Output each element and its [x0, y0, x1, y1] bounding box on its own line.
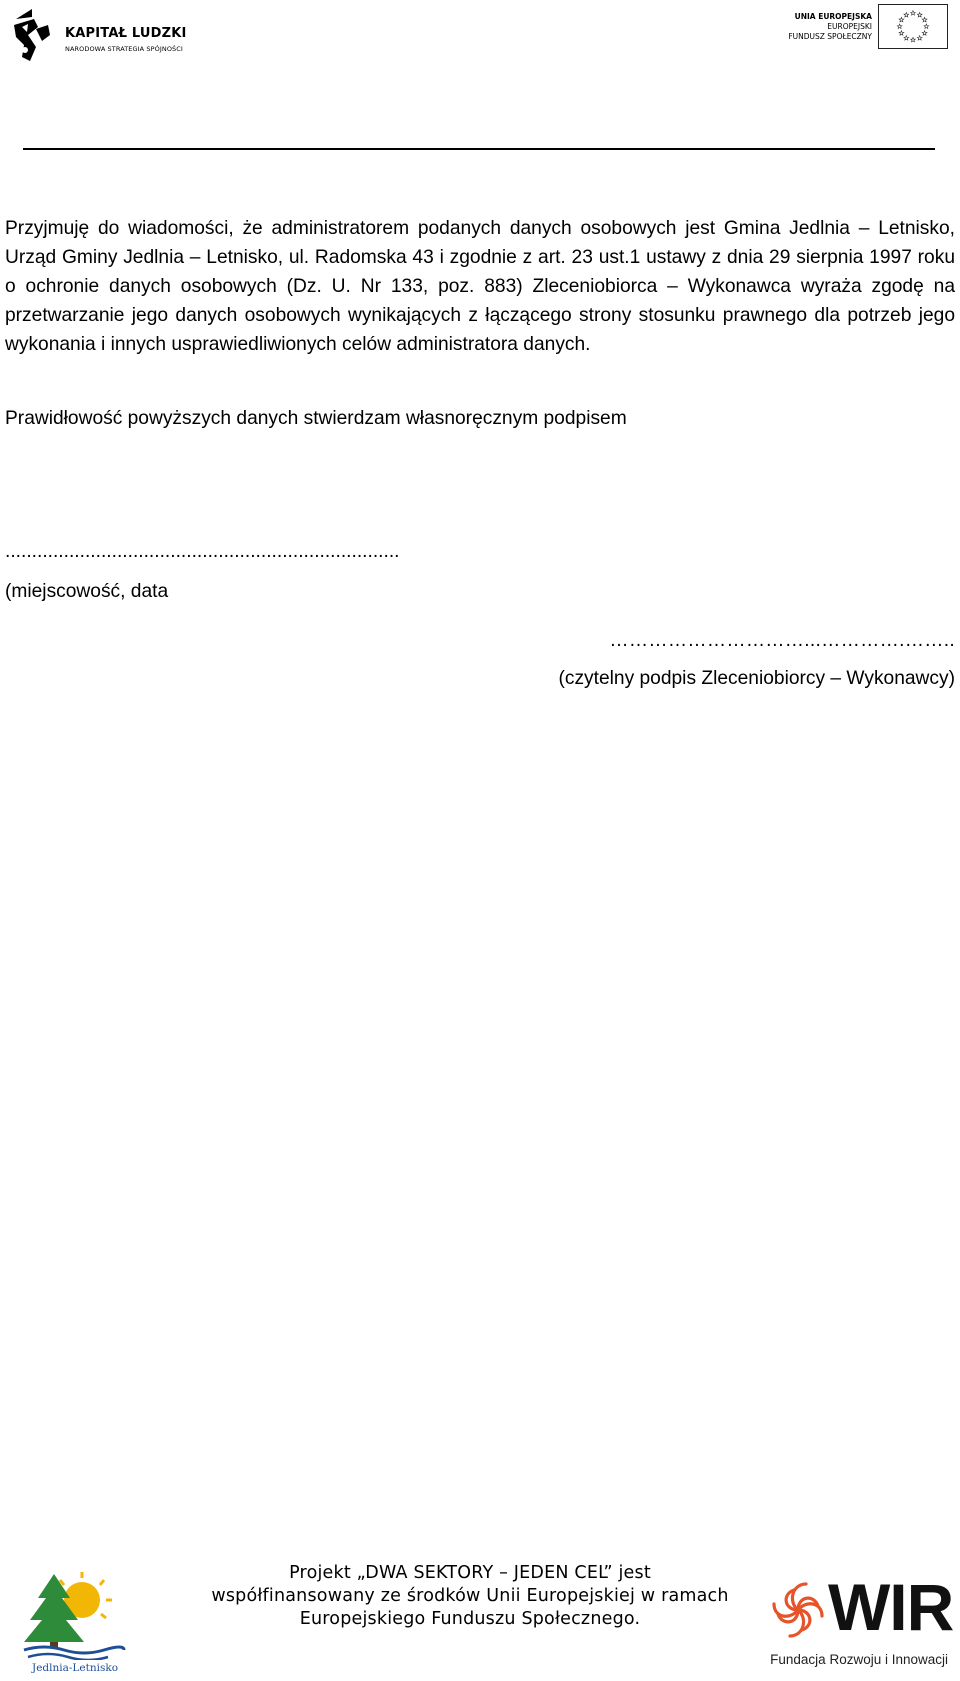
eu-star-icon: [904, 36, 909, 41]
wir-foundation-logo: [768, 1570, 954, 1674]
eu-stars-flag-icon: [878, 4, 948, 49]
project-funding-line2: współfinansowany ze środków Unii Europejskiej w ramach: [211, 1586, 729, 1606]
human-capital-mark-icon: [12, 7, 52, 63]
project-funding-line3: Europejskiego Funduszu Społecznego.: [299, 1609, 641, 1629]
wir-caption: Fundacja Rozwoju i Innowacji: [770, 1652, 948, 1667]
signature-label: (czytelny podpis Zleceniobiorcy – Wykonawcy): [558, 668, 955, 689]
consent-paragraph: Przyjmuję do wiadomości, że administratorem podanych danych osobowych jest Gmina Jedlnia – Letnisko, Urząd Gminy Jedlnia – Letnisko, ul. Radomska 43 i zgodnie z art. 23 ust.1 ustawy z dnia 29 sierpnia 1997 roku o ochronie danych osobowych (Dz. U. Nr 133, poz. 883) Zleceniobiorca – Wykonawca wyraża zgodę na przetwarzanie jego danych osobowych wynikających z łączącego strony stosunku prawnego dla potrzeb jego wykonania i innych usprawiedliwionych celów administratora danych.: [5, 218, 955, 355]
kapital-ludzki-subtitle: NARODOWA STRATEGIA SPÓJNOŚCI: [65, 45, 183, 53]
eu-star-icon: [911, 11, 916, 15]
place-date-field: ..........................................................................: [5, 541, 400, 562]
tree-and-sun-icon: [20, 1568, 130, 1660]
header-divider: [23, 148, 935, 150]
eu-star-icon: [899, 17, 904, 21]
eu-star-icon: [917, 36, 922, 41]
eu-star-icon: [897, 24, 902, 28]
eu-star-icon: [922, 31, 927, 35]
eu-logo-text: [788, 12, 872, 42]
place-date-label: (miejscowość, data: [5, 581, 169, 602]
eu-logo-line2: EUROPEJSKI: [827, 22, 872, 31]
kapital-ludzki-logo: [12, 5, 202, 63]
project-funding-note: [190, 1562, 750, 1631]
eu-star-icon: [911, 37, 916, 41]
eu-star-icon: [924, 24, 929, 28]
page-footer: [0, 1560, 960, 1681]
jedlnia-letnisko-logo: [20, 1568, 130, 1674]
eu-logo-line1: UNIA EUROPEJSKA: [794, 12, 872, 21]
eu-star-icon: [922, 17, 927, 21]
jedlnia-letnisko-caption: Jedlnia-Letnisko: [31, 1662, 119, 1674]
eu-star-icon: [904, 12, 909, 16]
page-header: [0, 0, 960, 70]
project-funding-line1: Projekt „DWA SEKTORY – JEDEN CEL” jest: [289, 1563, 651, 1583]
eu-efs-logo: [768, 4, 948, 50]
eu-logo-line3: FUNDUSZ SPOŁECZNY: [788, 32, 872, 41]
wir-wordmark: WIR: [828, 1570, 954, 1644]
eu-star-icon: [917, 12, 922, 16]
kapital-ludzki-title: KAPITAŁ LUDZKI: [65, 26, 187, 41]
confirmation-statement: Prawidłowość powyższych danych stwierdzam własnoręcznym podpisem: [5, 408, 627, 429]
eu-star-icon: [899, 31, 904, 35]
swirl-icon: [768, 1576, 828, 1644]
signature-field: …………………………...………….……..: [609, 630, 955, 651]
